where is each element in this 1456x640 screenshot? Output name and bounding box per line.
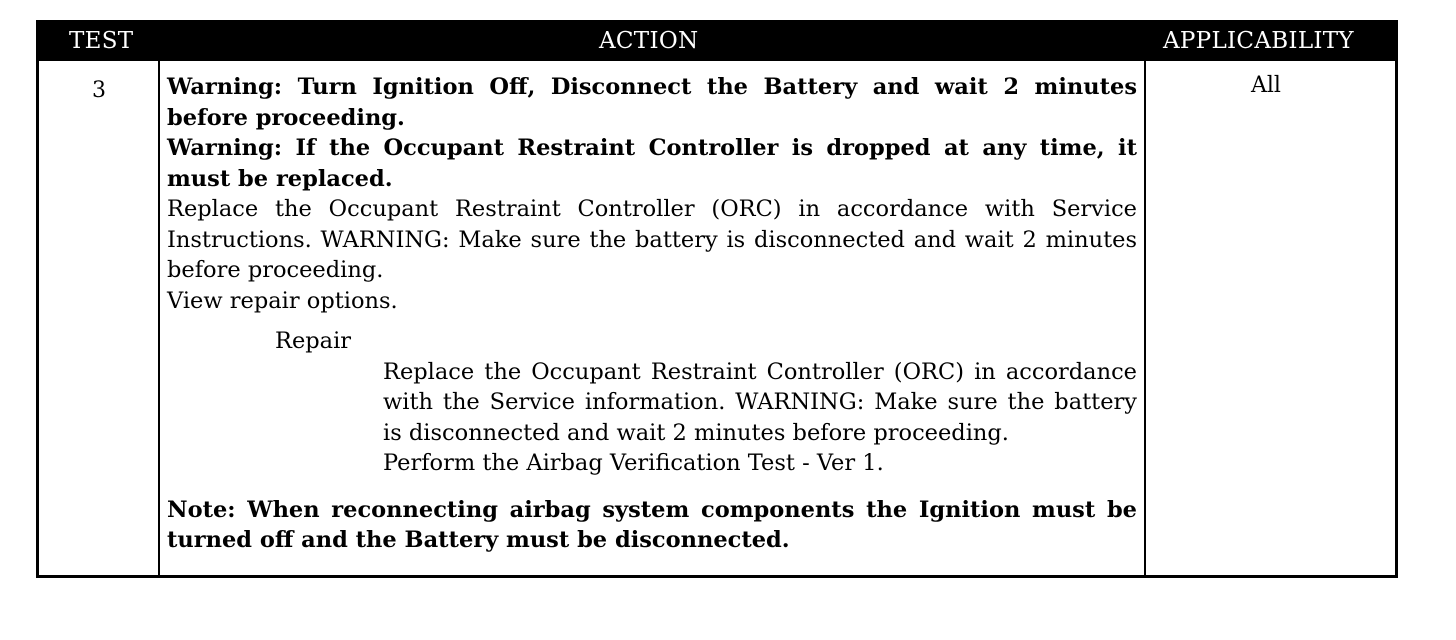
table-header (39, 23, 1395, 61)
header-action: ACTION (599, 28, 699, 54)
column-divider (158, 61, 160, 575)
repair-label: Repair (275, 328, 352, 354)
header-applicability: APPLICABILITY (1163, 28, 1354, 54)
action-cell (167, 72, 1137, 556)
test-table (36, 20, 1398, 578)
repair-text: Replace the Occupant Restraint Controller (ORC) in accordance with the Service information. WARNING: Make sure the battery is disconnected and wait 2 minutes before proceeding. (383, 358, 1137, 446)
view-repair-options: View repair options. (167, 287, 398, 314)
replace-instruction: Replace the Occupant Restraint Controller (ORC) in accordance with Service Instructions. WARNING: Make sure the battery is disconnected and wait 2 minutes before proceeding. (167, 196, 1137, 283)
repair-body (383, 357, 1137, 479)
test-number: 3 (92, 78, 106, 103)
applicability-value: All (1251, 73, 1281, 98)
column-divider (1144, 61, 1146, 575)
note: Note: When reconnecting airbag system components the Ignition must be turned off and the Battery must be disconnected. (167, 496, 1137, 553)
header-test: TEST (69, 28, 134, 54)
warning-ignition: Warning: Turn Ignition Off, Disconnect the Battery and wait 2 minutes before proceeding. (167, 74, 1137, 131)
warning-dropped: Warning: If the Occupant Restraint Controller is dropped at any time, it must be replaced. (167, 135, 1137, 192)
repair-verify: Perform the Airbag Verification Test - Ver 1. (383, 450, 884, 476)
